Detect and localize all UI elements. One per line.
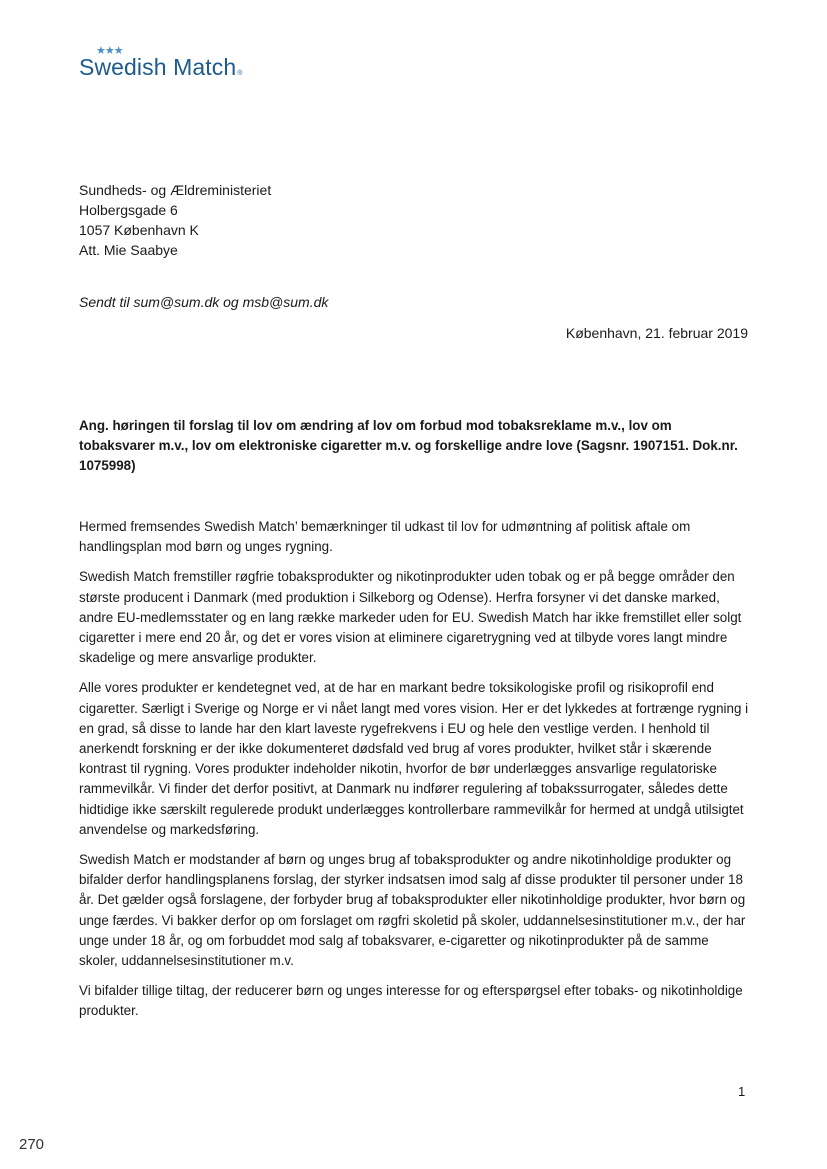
company-logo (79, 46, 279, 86)
sent-to-note: Sendt til sum@sum.dk og msb@sum.dk (79, 294, 329, 310)
letter-subject: Ang. høringen til forslag til lov om ændring af lov om forbud mod tobaksreklame m.v., lov om tobaksvarer m.v., lov om elektroniske cigaretter m.v. og forskellige andre love (Sagsnr. 1907151. Dok.nr. 1075998) (79, 418, 738, 473)
letter-body (79, 517, 751, 1032)
recipient-address (79, 180, 271, 260)
logo-wordmark (79, 54, 243, 87)
recipient-line: Holbergsgade 6 (79, 202, 178, 218)
recipient-line: Sundheds- og Ældreministeriet (79, 182, 272, 198)
logo-registered-mark: ® (237, 70, 243, 77)
body-paragraph: Hermed fremsendes Swedish Match’ bemærkninger til udkast til lov for udmøntning af politisk aftale om handlingsplan mod børn og unges rygning. (79, 519, 691, 555)
body-paragraph: Alle vores produkter er kendetegnet ved, at de har en markant bedre toksikologiske profil og risikoprofil end cigaretter. Særligt i Sverige og Norge er vi nået langt med vores vision. Her er det lykkedes at fortrænge rygning i en grad, så disse to lande har den klart laveste rygefrekvens i EU og hele den vestlige verden. I henhold til anerkendt forskning er der ikke dokumenteret dødsfald ved brug af vores produkter, hvilket står i skærende kontrast til rygning. Vores produkter indeholder nikotin, hvorfor de bør underlægges ansvarlige regulatoriske rammevilkår. Vi finder det derfor positivt, at Danmark nu indfører regulering af tobakssurrogater, således dette hidtidige ikke særskilt regulerede produkt underlægges kontrollerbare rammevilkår for hermed at undgå utilsigtet anvendelse og markedsføring. (79, 680, 749, 837)
recipient-line: Att. Mie Saabye (79, 242, 178, 258)
document-stamp-number: 270 (19, 1136, 45, 1153)
page-number: 1 (738, 1084, 746, 1099)
letter-date: København, 21. februar 2019 (565, 325, 748, 341)
logo-brand-name: Swedish Match (79, 54, 237, 80)
logo-stars-icon: ★★★ (96, 45, 123, 57)
body-paragraph: Vi bifalder tillige tiltag, der reducerer børn og unges interesse for og efterspørgsel efter tobaks- og nikotinholdige produkter. (79, 983, 743, 1019)
body-paragraph: Swedish Match fremstiller røgfrie tobaksprodukter og nikotinprodukter uden tobak og er på begge områder den største producent i Danmark (med produktion i Silkeborg og Odense). Herfra forsyner vi det danske marked, andre EU-medlemsstater og en lang række markeder uden for EU. Swedish Match har ikke fremstillet eller solgt cigaretter i mere end 20 år, og det er vores vision at eliminere cigaretrygning ved at tilbyde vores langt mindre skadelige og mere ansvarlige produkter. (79, 569, 742, 666)
body-paragraph: Swedish Match er modstander af børn og unges brug af tobaksprodukter og andre nikotinholdige produkter og bifalder derfor handlingsplanens forslag, der styrker indsatsen imod salg af disse produkter til personer under 18 år. Det gælder også forslagene, der forbyder brug af tobaksprodukter eller nikotinholdige produkter, hvor børn og unge færdes. Vi bakker derfor op om forslaget om røgfri skoletid på skoler, uddannelsesinstitutioner m.v., der har unge under 18 år, og om forbuddet mod salg af tobaksvarer, e-cigaretter og nikotinprodukter på de samme skoler, uddannelsesinstitutioner m.v. (79, 852, 746, 969)
recipient-line: 1057 København K (79, 222, 199, 238)
